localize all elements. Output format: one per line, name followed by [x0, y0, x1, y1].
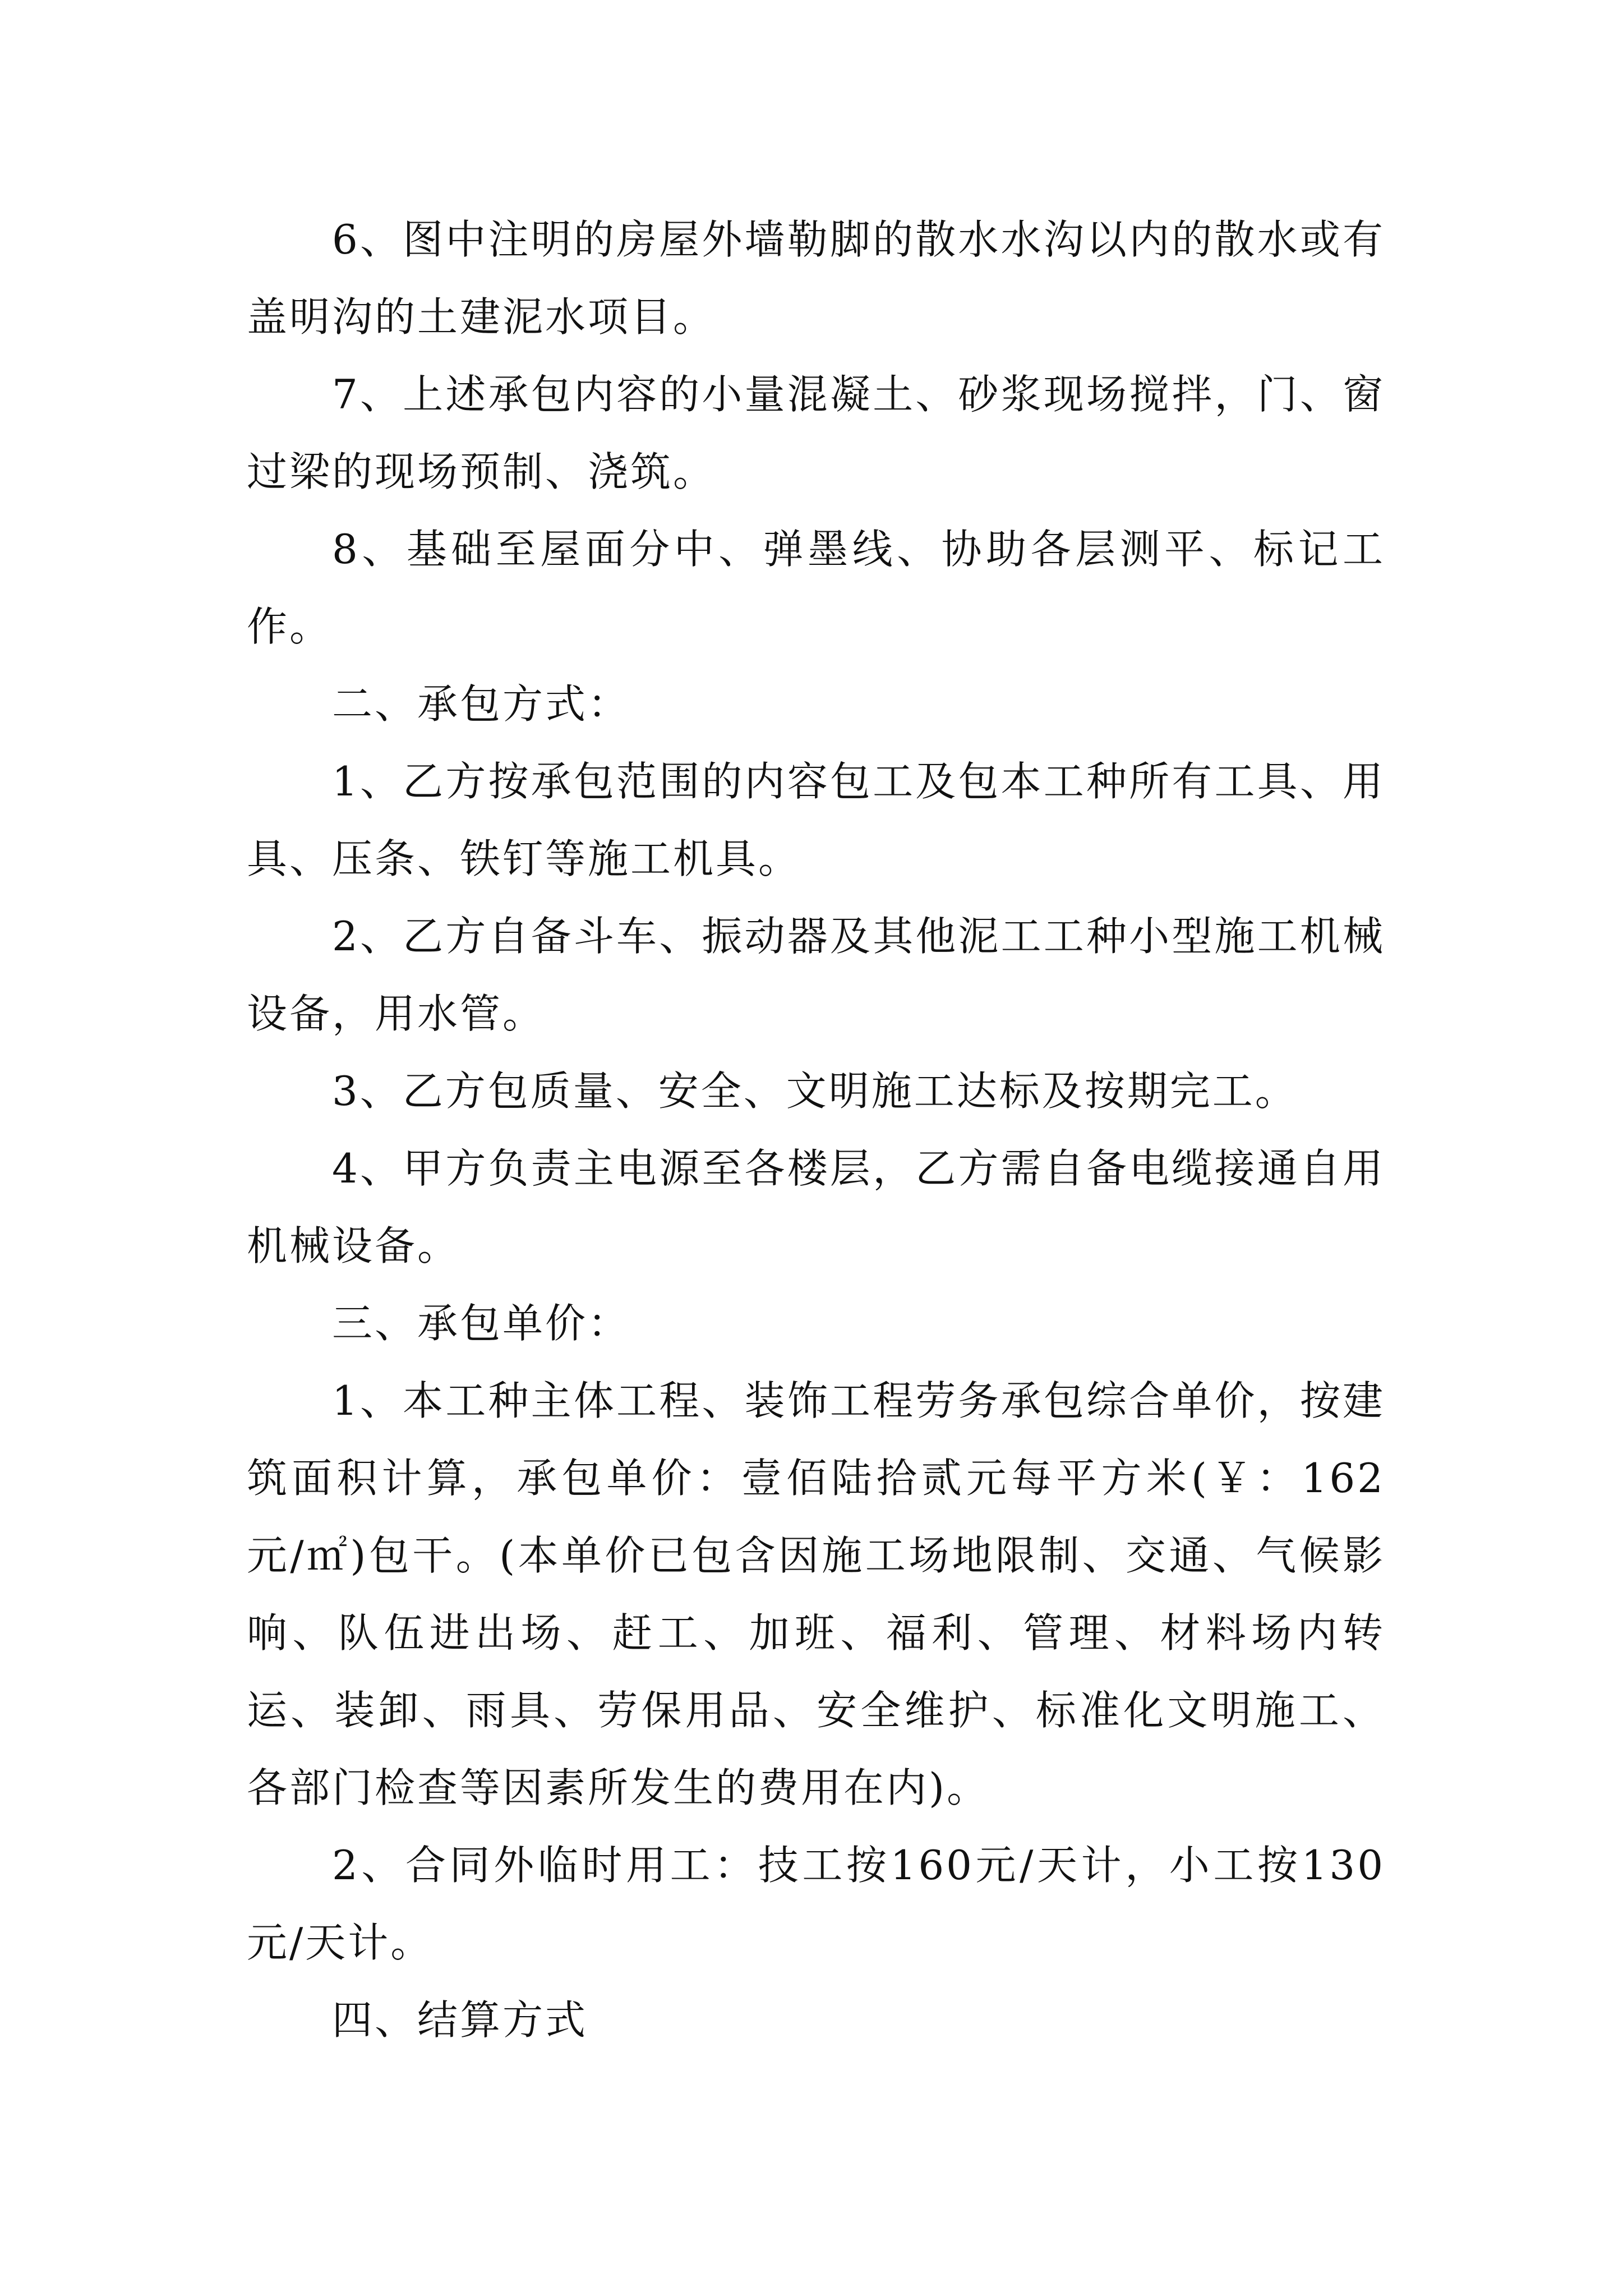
paragraph-method-2: 2、乙方自备斗车、振动器及其他泥工工种小型施工机械设备，用水管。	[247, 913, 1385, 1037]
paragraph-item-6-scope: 6、图中注明的房屋外墙勒脚的散水水沟以内的散水或有盖明沟的土建泥水项目。	[247, 216, 1385, 341]
paragraph-price-2: 2、合同外临时用工：技工按160元/天计，小工按130元/天计。	[247, 1842, 1385, 1966]
paragraph-item-8-scope: 8、基础至屋面分中、弹墨线、协助各层测平、标记工作。	[247, 526, 1385, 650]
paragraph-method-3: 3、乙方包质量、安全、文明施工达标及按期完工。	[332, 1068, 1298, 1115]
paragraph-price-1: 1、本工种主体工程、装饰工程劳务承包综合单价，按建筑面积计算，承包单价：壹佰陆拾贰元每平方米(￥：162元/㎡)包干。(本单价已包含因施工场地限制、交通、气候影响、队伍进出场、赶工、加班、福利、管理、材料场内转运、装卸、雨具、劳保用品、安全维护、标准化文明施工、各部门检查等因素所发生的费用在内)。	[247, 1377, 1385, 1811]
paragraph-method-1: 1、乙方按承包范围的内容包工及包本工种所有工具、用具、压条、铁钉等施工机具。	[247, 758, 1385, 882]
paragraph-item-7-scope: 7、上述承包内容的小量混凝土、砂浆现场搅拌，门、窗过梁的现场预制、浇筑。	[247, 371, 1385, 495]
document-body	[247, 201, 1385, 2059]
section-heading-contract-method: 二、承包方式：	[332, 680, 631, 728]
section-heading-unit-price: 三、承包单价：	[332, 1300, 631, 1347]
paragraph-method-4: 4、甲方负责主电源至各楼层，乙方需自备电缆接通自用机械设备。	[247, 1145, 1385, 1269]
section-heading-settlement: 四、结算方式	[332, 1996, 588, 2044]
